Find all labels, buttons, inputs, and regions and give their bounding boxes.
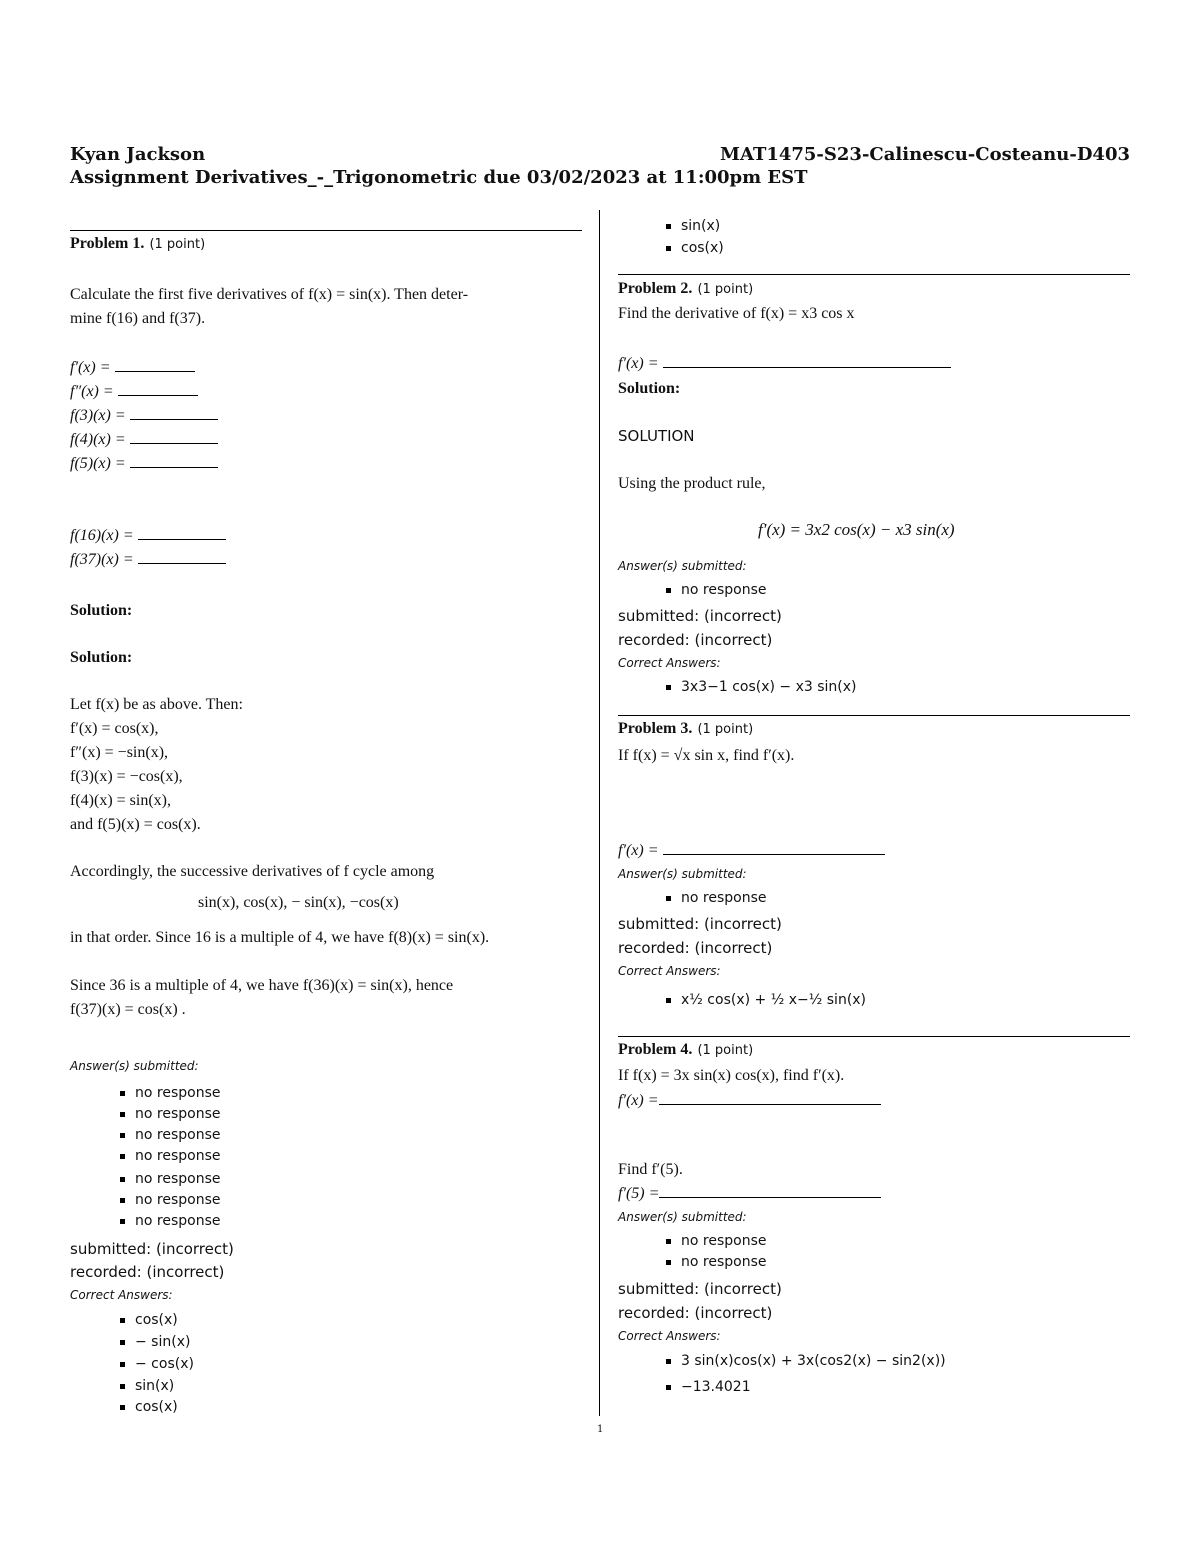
list-item: no response (120, 1211, 220, 1231)
solution-heading: Solution: (618, 380, 681, 397)
answer-blank[interactable]: f′(x) = (70, 357, 195, 378)
list-item: no response (120, 1190, 220, 1210)
correct-answers-label: Correct Answers: (618, 964, 721, 978)
answer-blank[interactable]: f′(x) = (618, 1090, 881, 1111)
list-item: no response (120, 1169, 220, 1189)
recorded-status: recorded: (incorrect) (618, 631, 773, 649)
answer-blank[interactable]: f′(x) = (618, 840, 885, 861)
correct-answers-label: Correct Answers: (70, 1288, 173, 1302)
assignment-title: Assignment Derivatives_-_Trigonometric due 03/02/2023 at 11:00pm EST (70, 167, 808, 188)
submitted-status: submitted: (incorrect) (618, 607, 782, 625)
list-item: −13.4021 (666, 1377, 751, 1397)
answer-blank[interactable]: f(5)(x) = (70, 453, 218, 474)
list-item: no response (666, 580, 766, 600)
answer-blank[interactable]: f(16)(x) = (70, 525, 226, 546)
list-item: − sin(x) (120, 1332, 190, 1352)
column-divider (599, 210, 600, 1416)
order-line: in that order. Since 16 is a multiple of 4, we have f(8)(x) = sin(x). (70, 929, 490, 946)
recorded-status: recorded: (incorrect) (618, 939, 773, 957)
problem-1-prompt-line-2: mine f(16) and f(37). (70, 310, 206, 327)
list-item: cos(x) (120, 1310, 178, 1330)
problem-3-rule (618, 715, 1130, 716)
list-item: cos(x) (666, 238, 724, 258)
recorded-status: recorded: (incorrect) (618, 1304, 773, 1322)
answer-blank[interactable]: f(37)(x) = (70, 549, 226, 570)
list-item: x½ cos(x) + ½ x−½ sin(x) (666, 990, 866, 1010)
correct-answers-label: Correct Answers: (618, 1329, 721, 1343)
problem-1-heading: Problem 1. (1 point) (70, 235, 206, 252)
cycle-formula: sin(x), cos(x), − sin(x), −cos(x) (198, 894, 399, 911)
problem-3-prompt: If f(x) = √x sin x, find f′(x). (618, 747, 795, 764)
list-item: − cos(x) (120, 1354, 194, 1374)
list-item: 3 sin(x)cos(x) + 3x(cos2(x) − sin2(x)) (666, 1351, 946, 1371)
recorded-status: recorded: (incorrect) (70, 1263, 225, 1281)
solution-line: f(4)(x) = sin(x), (70, 792, 171, 809)
answer-blank[interactable]: f′(x) = (618, 353, 951, 374)
product-rule-line: Using the product rule, (618, 475, 766, 492)
page-number: 1 (597, 1424, 604, 1435)
problem-1-rule (70, 230, 582, 231)
answers-submitted-label: Answer(s) submitted: (70, 1059, 199, 1073)
problem-2-prompt: Find the derivative of f(x) = x3 cos x (618, 305, 855, 322)
list-item: no response (120, 1125, 220, 1145)
list-item: sin(x) (120, 1376, 174, 1396)
product-rule-formula: f′(x) = 3x2 cos(x) − x3 sin(x) (758, 520, 955, 539)
cycle-intro: Accordingly, the successive derivatives of f cycle among (70, 863, 435, 880)
solution-heading: Solution: (70, 649, 133, 666)
solution-word: SOLUTION (618, 427, 695, 445)
problem-3-heading: Problem 3. (1 point) (618, 720, 754, 737)
answers-submitted-label: Answer(s) submitted: (618, 867, 747, 881)
list-item: no response (666, 1252, 766, 1272)
problem-2-rule (618, 274, 1130, 275)
problem-2-heading: Problem 2. (1 point) (618, 280, 754, 297)
correct-answers-label: Correct Answers: (618, 656, 721, 670)
solution-line: f′(x) = cos(x), (70, 720, 159, 737)
course-code: MAT1475-S23-Calinescu-Costeanu-D403 (720, 144, 1130, 165)
answer-blank[interactable]: f′(5) = (618, 1183, 881, 1204)
answers-submitted-label: Answer(s) submitted: (618, 559, 747, 573)
problem-4-rule (618, 1036, 1130, 1037)
list-item: no response (120, 1146, 220, 1166)
student-name: Kyan Jackson (70, 144, 206, 165)
list-item: cos(x) (120, 1397, 178, 1417)
solution-line: and f(5)(x) = cos(x). (70, 816, 201, 833)
solution-line: Let f(x) be as above. Then: (70, 696, 243, 713)
answers-submitted-label: Answer(s) submitted: (618, 1210, 747, 1224)
since36-line-2: f(37)(x) = cos(x) . (70, 1001, 186, 1018)
solution-heading: Solution: (70, 602, 133, 619)
list-item: sin(x) (666, 216, 720, 236)
solution-line: f″(x) = −sin(x), (70, 744, 169, 761)
problem-1-prompt-line-1: Calculate the first five derivatives of f(x) = sin(x). Then deter- (70, 286, 469, 303)
list-item: no response (120, 1104, 220, 1124)
problem-4-prompt: If f(x) = 3x sin(x) cos(x), find f′(x). (618, 1067, 845, 1084)
submitted-status: submitted: (incorrect) (618, 915, 782, 933)
submitted-status: submitted: (incorrect) (618, 1280, 782, 1298)
list-item: 3x3−1 cos(x) − x3 sin(x) (666, 677, 857, 697)
list-item: no response (120, 1083, 220, 1103)
answer-blank[interactable]: f″(x) = (70, 381, 198, 402)
submitted-status: submitted: (incorrect) (70, 1240, 234, 1258)
list-item: no response (666, 888, 766, 908)
answer-blank[interactable]: f(3)(x) = (70, 405, 218, 426)
problem-4-heading: Problem 4. (1 point) (618, 1041, 754, 1058)
since36-line-1: Since 36 is a multiple of 4, we have f(36)(x) = sin(x), hence (70, 977, 454, 994)
answer-blank[interactable]: f(4)(x) = (70, 429, 218, 450)
find-f-prime-5: Find f′(5). (618, 1161, 683, 1178)
solution-line: f(3)(x) = −cos(x), (70, 768, 183, 785)
list-item: no response (666, 1231, 766, 1251)
